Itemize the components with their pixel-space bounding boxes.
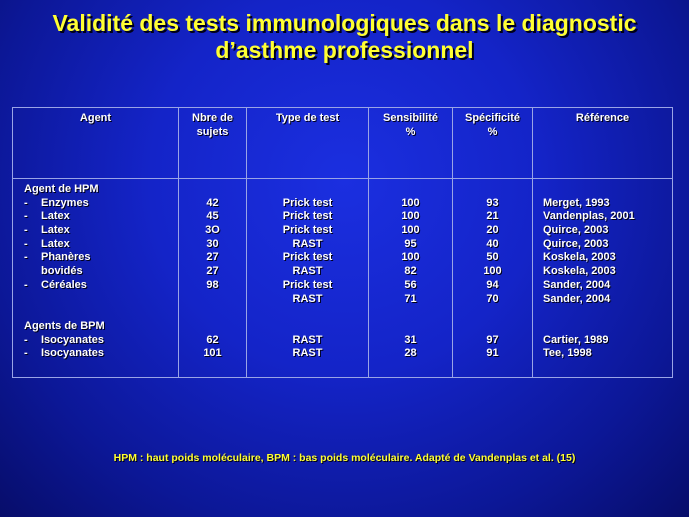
sensitivity-value: 100 [401, 224, 420, 237]
agent-label: Latex [41, 210, 70, 223]
sensitivity-value: 82 [404, 265, 417, 278]
header-text: Référence [575, 112, 630, 124]
agent-label: Isocyanates [41, 333, 104, 346]
test-type-value: RAST [292, 347, 323, 360]
agent-label: Isocyanates [41, 347, 104, 360]
sensitivity-value: 100 [401, 210, 420, 223]
specificity-value: 21 [486, 210, 499, 223]
test-type-value: RAST [292, 265, 323, 278]
agent-label: Enzymes [41, 196, 89, 209]
list-dash: - [24, 196, 28, 209]
specificity-value: 70 [486, 292, 499, 305]
header-reference [533, 108, 673, 179]
agent-label: Phanères [41, 251, 91, 264]
test-type-value: Prick test [282, 224, 333, 237]
agent-line [24, 210, 178, 224]
reference-value [543, 320, 672, 334]
agent-line [24, 306, 178, 320]
reference-value: Koskela, 2003 [543, 265, 616, 278]
agent-label: bovidés [41, 265, 83, 278]
header-text: Spécificité [464, 112, 521, 124]
sensitivity-value: 56 [404, 278, 417, 291]
subjects-value: 101 [203, 347, 222, 360]
subjects-value: 27 [206, 265, 219, 278]
test-type-value: RAST [292, 292, 323, 305]
sensitivity-value: 31 [404, 333, 417, 346]
agent-line [24, 265, 178, 279]
agent-label: Agents de BPM [24, 319, 105, 332]
agent-line [24, 279, 178, 293]
agent-line [24, 293, 178, 307]
list-dash: - [24, 347, 28, 360]
specificity-column [453, 179, 533, 378]
header-text: Sensibilité [382, 112, 439, 124]
test-type-column [247, 179, 369, 378]
agent-label: Céréales [41, 278, 87, 291]
agent-line [24, 197, 178, 211]
header-test-type [247, 108, 369, 179]
test-type-value: RAST [292, 237, 323, 250]
subjects-value [179, 320, 246, 334]
agent-line [24, 238, 178, 252]
specificity-value: 94 [486, 278, 499, 291]
reference-value: Koskela, 2003 [543, 251, 616, 264]
specificity-value [453, 306, 532, 320]
table-body-row [13, 179, 673, 378]
reference-value: Quirce, 2003 [543, 237, 609, 250]
subjects-column [179, 179, 247, 378]
sensitivity-column [369, 179, 453, 378]
sensitivity-value: 100 [401, 251, 420, 264]
sensitivity-value [369, 320, 452, 334]
specificity-value [453, 320, 532, 334]
reference-value: Tee, 1998 [543, 347, 592, 360]
subjects-value: 27 [206, 251, 219, 264]
subjects-value: 30 [206, 237, 219, 250]
agent-line [24, 320, 178, 334]
header-sensitivity [369, 108, 453, 179]
test-type-value: RAST [292, 333, 323, 346]
reference-value: Vandenplas, 2001 [543, 210, 635, 223]
agent-label: Latex [41, 237, 70, 250]
reference-value: Sander, 2004 [543, 292, 611, 305]
test-type-value [247, 306, 368, 320]
specificity-value: 100 [483, 265, 502, 278]
agent-label: Latex [41, 224, 70, 237]
header-subjects [179, 108, 247, 179]
agent-line [24, 334, 178, 348]
list-dash: - [24, 237, 28, 250]
agent-line [24, 251, 178, 265]
sensitivity-value [369, 306, 452, 320]
sensitivity-value: 28 [404, 347, 417, 360]
table-header-row [13, 108, 673, 179]
reference-value [543, 306, 672, 320]
header-agent [13, 108, 179, 179]
results-table [12, 107, 673, 378]
agent-label: Agent de HPM [24, 183, 99, 195]
subjects-value: 42 [206, 196, 219, 209]
agent-line [24, 224, 178, 238]
agent-line [24, 183, 178, 197]
test-type-value: Prick test [282, 210, 333, 223]
reference-value: Sander, 2004 [543, 278, 611, 291]
footnote: HPM : haut poids moléculaire, BPM : bas poids moléculaire. Adapté de Vandenplas et al. (15) [113, 452, 576, 464]
specificity-value: 40 [486, 237, 499, 250]
header-text: Nbre de [192, 112, 233, 124]
slide-title [0, 10, 689, 64]
list-dash: - [24, 333, 28, 346]
test-type-value [247, 320, 368, 334]
list-dash: - [24, 251, 28, 264]
test-type-value: Prick test [282, 251, 333, 264]
reference-value: Merget, 1993 [543, 196, 610, 209]
test-type-value: Prick test [282, 196, 333, 209]
list-dash: - [24, 278, 28, 291]
reference-column [533, 179, 673, 378]
subjects-value: 45 [206, 210, 219, 223]
list-dash: - [24, 224, 28, 237]
specificity-value: 20 [486, 224, 499, 237]
subjects-value [179, 293, 246, 307]
sensitivity-value: 95 [404, 237, 417, 250]
agent-line [24, 347, 178, 361]
subjects-value: 3O [205, 224, 220, 237]
slide-title-line-2: d’asthme professionnel [215, 37, 474, 63]
list-dash: - [24, 210, 28, 223]
test-type-value: Prick test [282, 278, 333, 291]
header-text: sujets [196, 125, 229, 138]
reference-value: Quirce, 2003 [543, 224, 609, 237]
agent-column [13, 179, 179, 378]
header-text: % [405, 125, 416, 138]
sensitivity-value: 100 [401, 196, 420, 209]
specificity-value: 91 [486, 347, 499, 360]
subjects-value: 62 [206, 333, 219, 346]
header-text: Type de test [275, 112, 340, 124]
sensitivity-value: 71 [404, 292, 417, 305]
header-specificity [453, 108, 533, 179]
specificity-value: 50 [486, 251, 499, 264]
specificity-value: 97 [486, 333, 499, 346]
header-text: % [487, 125, 498, 138]
subjects-value: 98 [206, 278, 219, 291]
specificity-value: 93 [486, 196, 499, 209]
slide-title-line-1: Validité des tests immunologiques dans le diagnostic [52, 10, 637, 36]
subjects-value [179, 306, 246, 320]
reference-value: Cartier, 1989 [543, 333, 609, 346]
header-text: Agent [79, 112, 112, 124]
